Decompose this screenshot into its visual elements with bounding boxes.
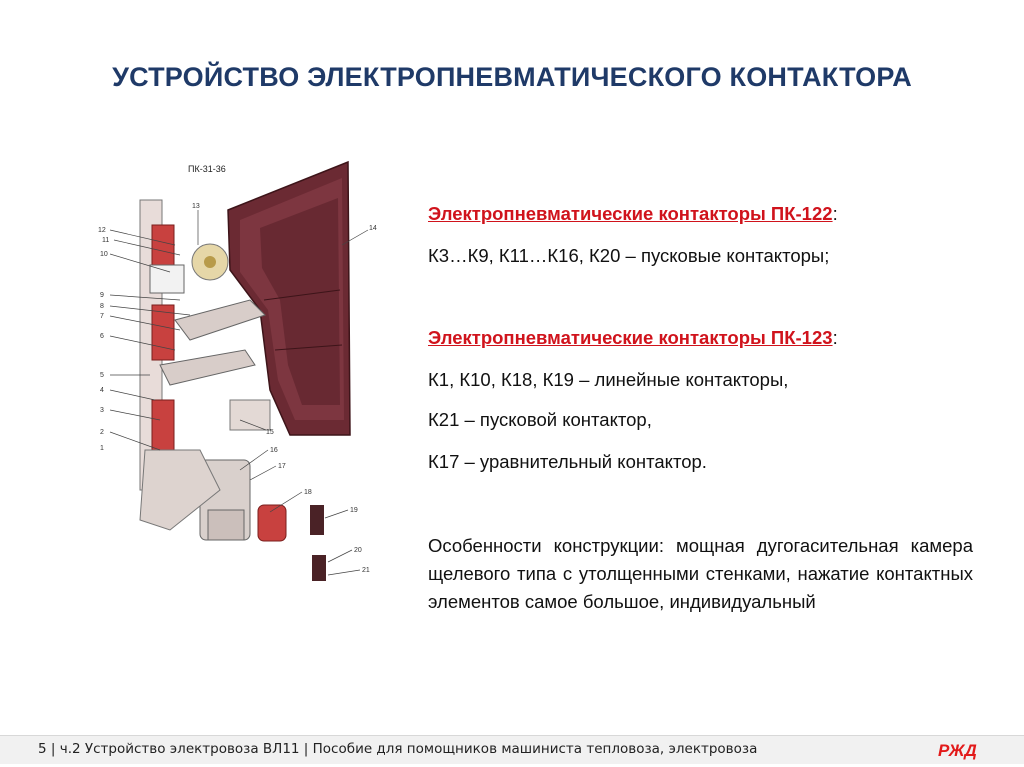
part-label-14: 14 — [369, 225, 377, 232]
part-label-8: 8 — [100, 303, 104, 310]
part-label-17: 17 — [278, 463, 286, 470]
rzd-logo — [936, 739, 988, 766]
slide-title: УСТРОЙСТВО ЭЛЕКТРОПНЕВМАТИЧЕСКОГО КОНТАКТОРА — [112, 62, 912, 92]
contactor-illustration — [80, 150, 400, 590]
part-label-1: 1 — [100, 445, 104, 452]
pk123-colon: : — [832, 327, 838, 348]
part-label-11: 11 — [102, 237, 110, 244]
pk123-item-linear: К1, К10, К18, К19 – линейные контакторы, — [428, 369, 789, 390]
pk123-item-starting: К21 – пусковой контактор, — [428, 409, 652, 430]
part-label-10: 10 — [100, 251, 108, 258]
part-label-2: 2 — [100, 429, 104, 436]
valve-knob — [310, 505, 324, 535]
footer-text: 5 | ч.2 Устройство электровоза ВЛ11 | Пособие для помощников машиниста тепловоза, электровоза — [38, 741, 758, 757]
part-label-12: 12 — [98, 227, 106, 234]
part-label-21: 21 — [362, 567, 370, 574]
pk123-item-equalizing: К17 – уравнительный контактор. — [428, 451, 707, 472]
contactor-diagram — [80, 150, 400, 590]
rzd-logo-icon — [936, 739, 988, 761]
part-label-7: 7 — [100, 313, 104, 320]
pk123-heading: Электропневматические контакторы ПК-123 — [428, 327, 833, 348]
part-label-20: 20 — [354, 547, 362, 554]
pk122-item: К3…К9, К11…К16, К20 – пусковые контакторы; — [428, 245, 830, 266]
terminal-block — [150, 265, 184, 293]
diagram-caption: ПК-31-36 — [188, 164, 226, 174]
cylinder-base — [208, 510, 244, 540]
svg-text:РЖД: РЖД — [938, 741, 977, 760]
holding-coil — [152, 400, 174, 455]
part-label-5: 5 — [100, 372, 104, 379]
pk122-colon: : — [832, 203, 838, 224]
pk123-heading-line — [428, 324, 838, 352]
blowout-coil-lower — [152, 305, 174, 360]
pk122-heading-line — [428, 200, 838, 228]
valve-knob-lower — [312, 555, 326, 581]
pivot-center — [204, 256, 216, 268]
insulator — [230, 400, 270, 430]
part-label-6: 6 — [100, 333, 104, 340]
design-features: Особенности конструкции: мощная дугогасительная камера щелевого типа с утолщенными стенками, нажатие контактных элементов самое большое, индивидуальный — [428, 535, 973, 612]
part-label-16: 16 — [270, 447, 278, 454]
pk122-heading: Электропневматические контакторы ПК-122 — [428, 203, 833, 224]
part-label-19: 19 — [350, 507, 358, 514]
part-label-9: 9 — [100, 292, 104, 299]
contact-lever — [175, 300, 265, 340]
part-label-4: 4 — [100, 387, 104, 394]
footer-bar — [0, 735, 1024, 764]
part-label-15: 15 — [266, 429, 274, 436]
part-label-13: 13 — [192, 203, 200, 210]
part-label-3: 3 — [100, 407, 104, 414]
part-label-18: 18 — [304, 489, 312, 496]
